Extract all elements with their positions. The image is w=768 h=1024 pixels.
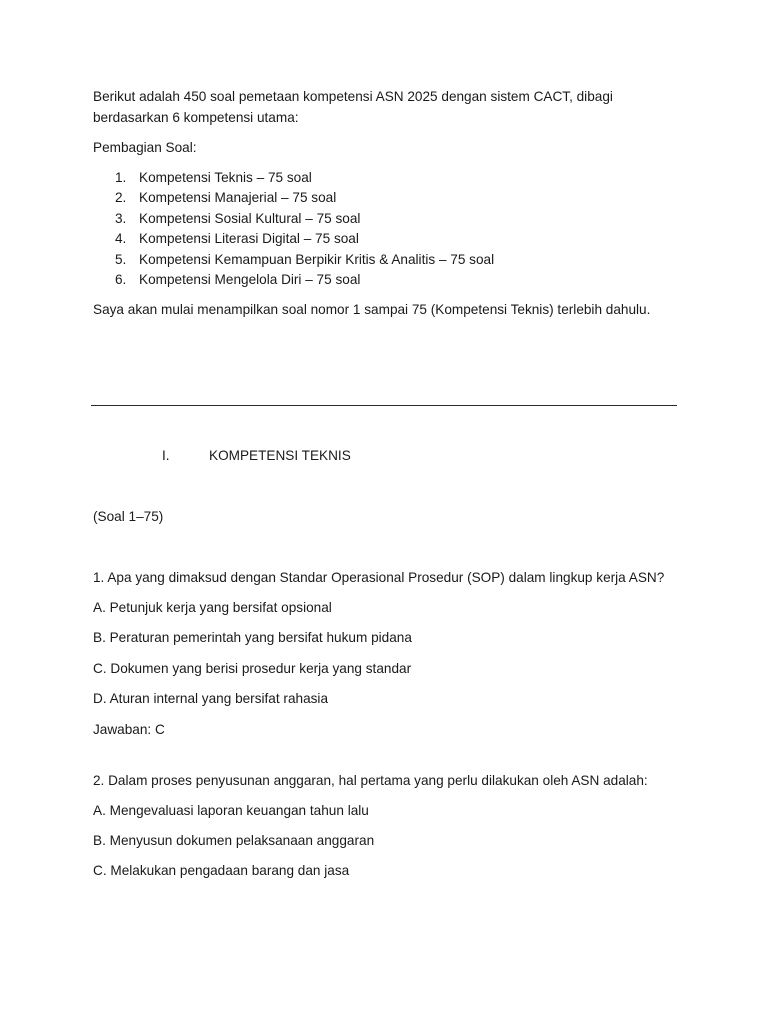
competency-text: Kompetensi Sosial Kultural – 75 soal: [139, 210, 361, 226]
competency-number: 2.: [115, 190, 127, 206]
outro-paragraph: Saya akan mulai menampilkan soal nomor 1 sampai 75 (Kompetensi Teknis) terlebih dahulu.: [93, 302, 651, 318]
answer-option: A. Mengevaluasi laporan keuangan tahun lalu: [93, 802, 369, 818]
competency-number: 5.: [115, 251, 127, 267]
competency-item: [93, 209, 683, 229]
question-list: [93, 567, 683, 911]
answer-option: A. Petunjuk kerja yang bersifat opsional: [93, 600, 332, 615]
answer-option: C. Melakukan pengadaan barang dan jasa: [93, 863, 350, 879]
horizontal-divider: [91, 405, 677, 406]
competency-number: 6.: [115, 272, 127, 288]
competency-item: [93, 270, 683, 290]
answer-key: Jawaban: C: [93, 721, 165, 737]
competency-item: [93, 168, 683, 188]
answer-option: C. Dokumen yang berisi prosedur kerja yang standar: [93, 660, 412, 676]
question-block: [93, 567, 683, 740]
question-range: (Soal 1–75): [93, 509, 164, 524]
competency-item: [93, 229, 683, 249]
answer-option: B. Menyusun dokumen pelaksanaan anggaran: [93, 832, 375, 848]
answer-option: B. Peraturan pemerintah yang bersifat hukum pidana: [93, 630, 412, 646]
question-stem: 2. Dalam proses penyusunan anggaran, hal pertama yang perlu dilakukan oleh ASN adalah:: [93, 772, 648, 788]
competency-number: 4.: [115, 231, 127, 247]
competency-text: Kompetensi Manajerial – 75 soal: [139, 190, 337, 206]
competency-text: Kompetensi Kemampuan Berpikir Kritis & Analitis – 75 soal: [139, 251, 495, 267]
document-body: [93, 86, 683, 320]
section-heading: [162, 445, 351, 466]
competency-text: Kompetensi Literasi Digital – 75 soal: [139, 231, 359, 247]
question-block: [93, 770, 683, 882]
section-number: I.: [162, 448, 170, 463]
competency-number: 1.: [115, 170, 127, 185]
division-label: Pembagian Soal:: [93, 140, 197, 155]
competency-text: Kompetensi Mengelola Diri – 75 soal: [139, 272, 361, 288]
competency-text: Kompetensi Teknis – 75 soal: [139, 170, 312, 185]
competency-item: [93, 188, 683, 208]
section-title: KOMPETENSI TEKNIS: [209, 448, 351, 463]
competency-list: [93, 168, 683, 290]
competency-number: 3.: [115, 210, 127, 226]
question-stem: 1. Apa yang dimaksud dengan Standar Operasional Prosedur (SOP) dalam lingkup kerja ASN?: [93, 570, 665, 585]
answer-option: D. Aturan internal yang bersifat rahasia: [93, 691, 329, 707]
competency-item: [93, 250, 683, 270]
intro-paragraph: Berikut adalah 450 soal pemetaan kompetensi ASN 2025 dengan sistem CACT, dibagi berdasarkan 6 kompetensi utama:: [93, 89, 613, 125]
